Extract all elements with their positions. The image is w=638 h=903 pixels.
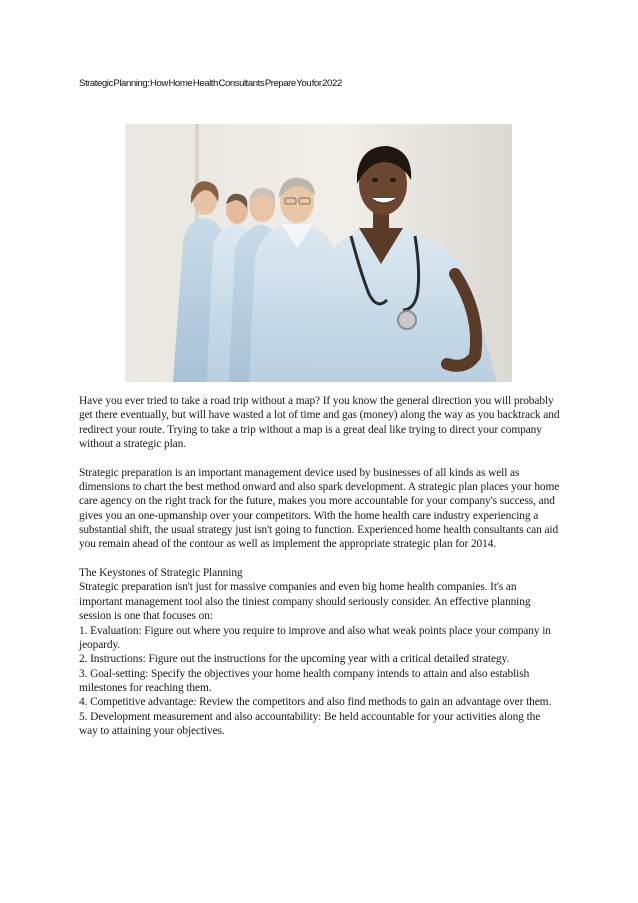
document-title: Strategic Planning: How Home Health Consultants Prepare You for 2022 <box>79 78 342 89</box>
medical-staff-photo <box>125 124 512 382</box>
keystones-intro: Strategic preparation isn't just for massive companies and even big home health companies. It's an important management tool also the tiniest company should seriously consider. An effective planning session is one that focuses on: <box>79 581 531 623</box>
list-item-competitive-advantage: 4. Competitive advantage: Review the competitors and also find methods to gain an advantage over them. <box>79 696 552 709</box>
list-item-development-measurement: 5. Development measurement and also accountability: Be held accountable for your activities along the way to attaining your objectives. <box>79 710 541 737</box>
article-body <box>79 394 561 738</box>
keystones-heading: The Keystones of Strategic Planning <box>79 567 243 580</box>
strategic-preparation-paragraph: Strategic preparation is an important management device used by businesses of all kinds as well as dimensions to chart the best method onward and also spark development. A strategic plan places your home care agency on the right track for the future, makes you more accountable for your company's success, and gives you an one-upmanship over your competitors. With the home health care industry experiencing a substantial shift, the usual strategy just isn't going to function. Experienced home health consultants can aid you remain ahead of the contour as well as implement the appropriate strategic plan for 2014. <box>79 466 560 551</box>
list-item-evaluation: 1. Evaluation: Figure out where you require to improve and also what weak points place your company in jeopardy. <box>79 624 551 651</box>
list-item-goal-setting: 3. Goal-setting: Specify the objectives your home health company intends to attain and also establish milestones for reaching them. <box>79 667 530 694</box>
list-item-instructions: 2. Instructions: Figure out the instructions for the upcoming year with a critical detailed strategy. <box>79 653 510 666</box>
intro-paragraph: Have you ever tried to take a road trip without a map? If you know the general direction you will probably get there eventually, but will have wasted a lot of time and gas (money) along the way as you backtrack and redirect your route. Trying to take a trip without a map is a great deal like trying to direct your company without a strategic plan. <box>79 395 560 451</box>
